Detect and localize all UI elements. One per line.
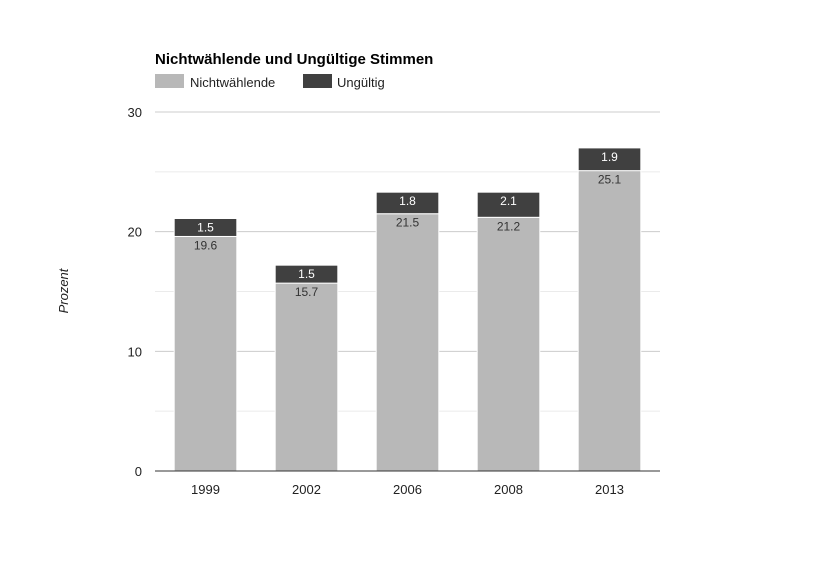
data-label-ungueltig-2013: 1.9 bbox=[601, 149, 618, 164]
data-label-ungueltig-2006: 1.8 bbox=[399, 194, 416, 209]
y-tick-label: 0 bbox=[134, 464, 142, 479]
y-axis-ticks bbox=[128, 105, 142, 479]
legend-label-nichtwaehlende: Nichtwählende bbox=[190, 75, 276, 90]
legend-swatch-ungueltig bbox=[303, 74, 332, 88]
data-label-ungueltig-1999: 1.5 bbox=[197, 220, 214, 235]
data-label-nichtwaehlende-1999: 19.6 bbox=[193, 238, 218, 253]
legend-swatch-nichtwaehlende bbox=[155, 74, 184, 88]
y-tick-label: 10 bbox=[127, 344, 142, 360]
bar-nichtwaehlende-2013 bbox=[578, 171, 641, 471]
bar-nichtwaehlende-2006 bbox=[376, 214, 439, 471]
bar-nichtwaehlende-1999 bbox=[174, 236, 237, 471]
x-axis-ticks bbox=[191, 482, 624, 497]
data-label-ungueltig-2008: 2.1 bbox=[500, 194, 517, 209]
legend bbox=[155, 74, 385, 90]
data-label-ungueltig-2002: 1.5 bbox=[298, 267, 315, 282]
data-label-nichtwaehlende-2002: 15.7 bbox=[294, 285, 319, 300]
data-label-nichtwaehlende-2006: 21.5 bbox=[395, 215, 420, 230]
x-tick-label-2013: 2013 bbox=[595, 482, 624, 497]
bar-nichtwaehlende-2008 bbox=[477, 217, 540, 471]
bars bbox=[174, 148, 641, 471]
data-label-nichtwaehlende-2013: 25.1 bbox=[597, 172, 622, 187]
data-label-nichtwaehlende-2008: 21.2 bbox=[496, 219, 521, 234]
y-axis-label: Prozent bbox=[56, 268, 71, 314]
y-tick-label: 30 bbox=[127, 105, 142, 120]
legend-label-ungueltig: Ungültig bbox=[337, 75, 385, 90]
x-tick-label-2006: 2006 bbox=[393, 482, 422, 497]
x-tick-label-1999: 1999 bbox=[191, 482, 220, 497]
x-tick-label-2002: 2002 bbox=[292, 482, 321, 497]
x-tick-label-2008: 2008 bbox=[494, 482, 523, 497]
y-tick-label: 20 bbox=[127, 224, 142, 240]
bar-nichtwaehlende-2002 bbox=[275, 283, 338, 471]
chart-title: Nichtwählende und Ungültige Stimmen bbox=[155, 51, 434, 68]
